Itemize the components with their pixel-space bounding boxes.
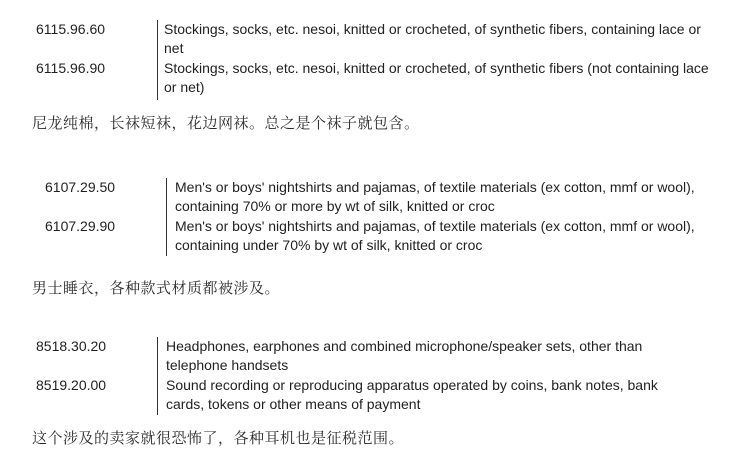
column-divider xyxy=(166,178,167,256)
hts-code: 6115.96.60 xyxy=(36,21,106,37)
hts-code: 6107.29.50 xyxy=(45,179,116,195)
commentary-note: 尼龙纯棉，长袜短袜，花边网袜。总之是个袜子就包含。 xyxy=(32,114,420,132)
hts-description: Men's or boys' nightshirts and pajamas, of textile materials (ex cotton, mmf or wool), containing under 70% by wt of silk, knitted or croc xyxy=(175,218,695,253)
hts-description: Stockings, socks, etc. nesoi, knitted or crocheted, of synthetic fibers (not containing lace or net) xyxy=(164,60,709,95)
hts-code: 8519.20.00 xyxy=(36,377,107,393)
hts-description: Men's or boys' nightshirts and pajamas, of textile materials (ex cotton, mmf or wool), containing 70% or more by wt of silk, knitted or croc xyxy=(175,179,695,214)
hts-code: 6107.29.90 xyxy=(45,218,116,234)
tariff-section-2 xyxy=(45,178,745,256)
hts-code: 8518.30.20 xyxy=(36,338,107,354)
hts-description: Headphones, earphones and combined microphone/speaker sets, other than telephone handsets xyxy=(166,338,643,373)
hts-description: Stockings, socks, etc. nesoi, knitted or crocheted, of synthetic fibers, containing lace or net xyxy=(164,21,701,56)
tariff-section-1 xyxy=(36,20,736,100)
column-divider xyxy=(157,337,158,415)
commentary-note: 这个涉及的卖家就很恐怖了，各种耳机也是征税范围。 xyxy=(32,429,405,447)
tariff-section-3 xyxy=(36,337,736,415)
column-divider xyxy=(157,20,158,100)
hts-description: Sound recording or reproducing apparatus operated by coins, bank notes, bank cards, tokens or other means of payment xyxy=(166,377,658,412)
commentary-note: 男士睡衣，各种款式材质都被涉及。 xyxy=(32,279,281,297)
hts-code: 6115.96.90 xyxy=(36,60,106,76)
